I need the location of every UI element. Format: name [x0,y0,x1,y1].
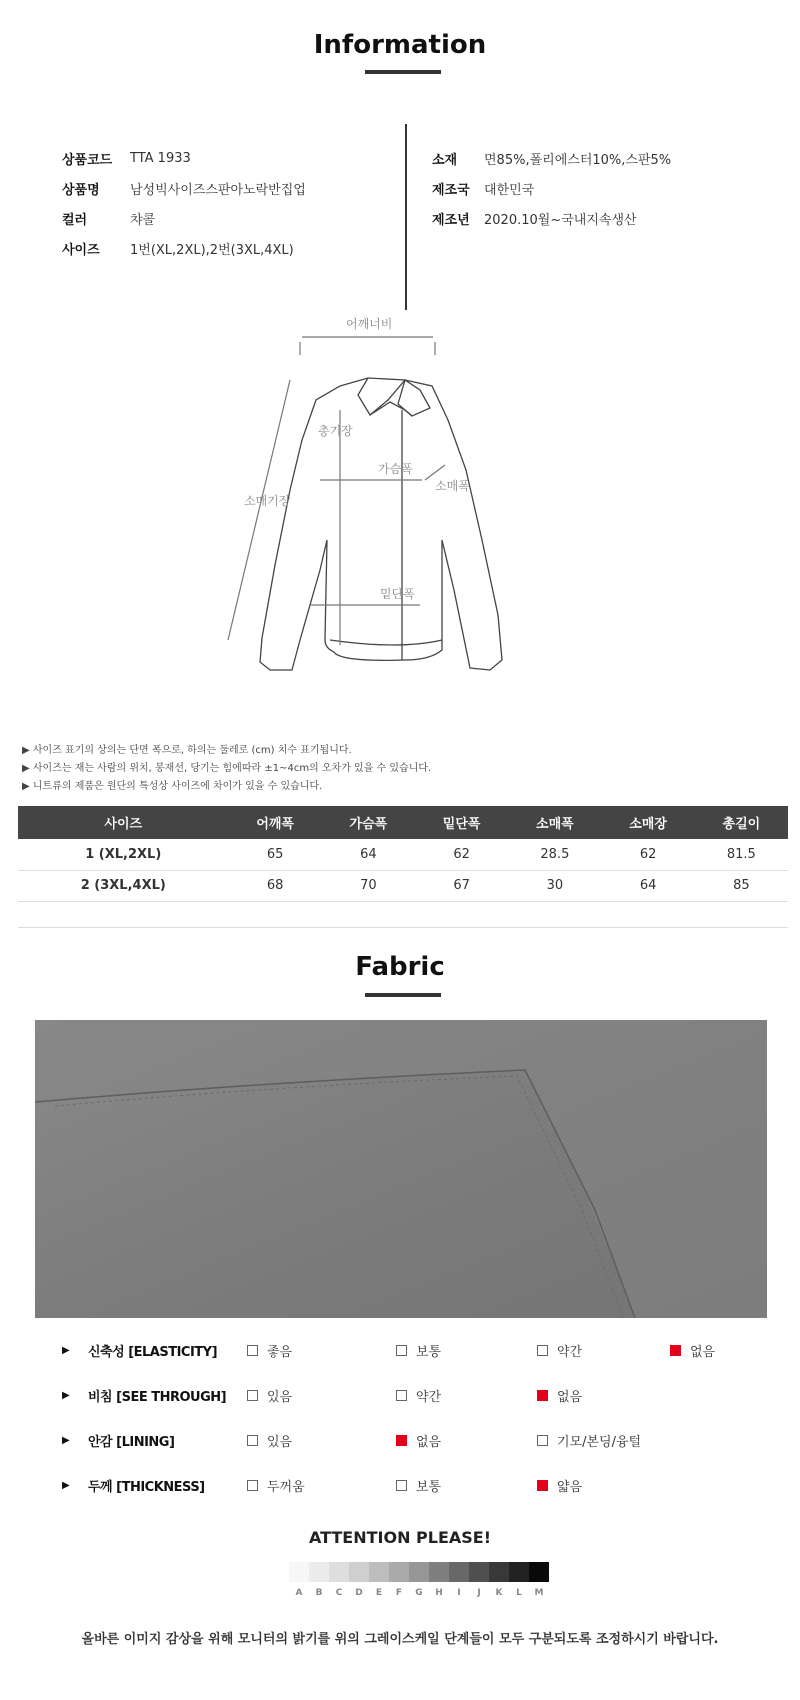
grayscale-letter: C [335,1588,343,1598]
grayscale-letter: L [516,1588,522,1598]
table-cell: 30 [508,870,601,901]
info-value: 면85%,폴리에스터10%,스판5% [484,152,672,168]
info-row-material [432,143,671,173]
info-value: 1번(XL,2XL),2번(3XL,4XL) [130,242,294,258]
info-label: 제조국 [432,182,470,198]
information-title: Information [313,30,487,60]
hem-label: 밑단폭 [380,587,415,601]
option-good[interactable] [247,1341,292,1360]
sleeve-width-label: 소매폭 [435,479,470,493]
grayscale-swatch [309,1562,329,1582]
fabric-texture [35,1020,767,1318]
option-none[interactable] [396,1431,441,1450]
grayscale-swatch [409,1562,429,1582]
grayscale-swatch [529,1562,549,1582]
size-note: ▶ 니트류의 제품은 원단의 특성상 사이즈에 차이가 있을 수 있습니다. [22,781,323,792]
checkbox-icon [396,1480,407,1491]
information-title-bar [365,70,441,74]
info-row-size [62,233,306,263]
option-slight[interactable] [537,1341,582,1360]
triangle-right-icon: ▶ [62,1389,70,1401]
grayscale-swatch [329,1562,349,1582]
header-sleeve-width: 소매폭 [508,806,601,839]
table-cell: 81.5 [695,839,788,870]
header-hem: 밑단폭 [415,806,508,839]
fabric-title-bar [365,993,441,997]
grayscale-letters [289,1588,549,1598]
section-divider [18,927,788,928]
info-row-country [432,173,671,203]
grayscale-letter: J [477,1588,481,1598]
table-cell: 28.5 [508,839,601,870]
checkbox-icon [537,1435,548,1446]
header-total-length: 총길이 [695,806,788,839]
total-length-label: 총기장 [318,424,353,438]
property-row-lining [62,1428,782,1452]
size-table-header-row [18,806,788,839]
header-chest: 가슴폭 [322,806,415,839]
info-value: 2020.10월~국내지속생산 [484,212,637,228]
table-cell: 64 [322,839,415,870]
header-size: 사이즈 [18,806,229,839]
size-note: ▶ 사이즈는 재는 사람의 위치, 봉재선, 당기는 힘에따라 ±1~4cm의 오차가 있을 수 있습니다. [22,763,432,774]
property-label: 신축성 [ELASTICITY] [88,1344,218,1360]
grayscale-letter: F [395,1588,403,1598]
checkbox-checked-icon [537,1390,548,1401]
option-yes[interactable] [247,1431,292,1450]
info-left-column [62,143,306,263]
table-cell: 64 [601,870,694,901]
grayscale-swatch [289,1562,309,1582]
info-label: 상품명 [62,182,100,198]
option-label: 약간 [416,1389,442,1405]
info-row-product-code [62,143,306,173]
size-note: ▶ 사이즈 표기의 상의는 단면 폭으로, 하의는 둘레로 (cm) 치수 표기됩니다. [22,745,352,756]
option-label: 있음 [267,1389,293,1405]
info-row-year [432,203,671,233]
attention-caption: 올바른 이미지 감상을 위해 모니터의 밝기를 위의 그레이스케일 단계들이 모두 구분되도록 조정하시기 바랍니다. [81,1632,719,1647]
grayscale-strip [289,1562,549,1582]
info-row-color [62,203,306,233]
checkbox-icon [247,1435,258,1446]
fabric-photo [35,1020,767,1318]
chest-label: 가슴폭 [378,462,413,476]
header-sleeve-length: 소매장 [601,806,694,839]
property-label: 안감 [LINING] [88,1434,175,1450]
grayscale-letter: D [355,1588,363,1598]
option-normal[interactable] [396,1476,441,1495]
option-label: 없음 [690,1344,716,1360]
info-row-product-name [62,173,306,203]
option-label: 약간 [557,1344,583,1360]
grayscale-letter: E [375,1588,383,1598]
info-value: 남성빅사이즈스판아노락반집업 [130,182,306,198]
option-label: 없음 [416,1434,442,1450]
shoulder-label: 어깨너비 [346,317,393,331]
option-label: 두꺼움 [267,1479,305,1495]
info-divider [405,124,407,310]
table-cell: 67 [415,870,508,901]
grayscale-letter: G [415,1588,423,1598]
grayscale-swatch [489,1562,509,1582]
triangle-right-icon: ▶ [62,1434,70,1446]
table-cell: 65 [229,839,322,870]
property-label: 두께 [THICKNESS] [88,1479,205,1495]
checkbox-checked-icon [670,1345,681,1356]
header-shoulder: 어깨폭 [229,806,322,839]
property-row-thickness [62,1473,782,1497]
option-brushed[interactable] [537,1431,641,1450]
grayscale-swatch [389,1562,409,1582]
info-right-column [432,143,671,233]
checkbox-icon [247,1390,258,1401]
grayscale-swatch [469,1562,489,1582]
grayscale-swatch [369,1562,389,1582]
table-cell: 1 (XL,2XL) [18,839,229,870]
option-label: 없음 [557,1389,583,1405]
info-label: 소재 [432,152,458,168]
attention-title: ATTENTION PLEASE! [308,1528,492,1547]
table-cell: 68 [229,870,322,901]
option-label: 보통 [416,1479,442,1495]
option-none[interactable] [537,1386,582,1405]
property-row-see-through [62,1383,782,1407]
grayscale-letter: K [495,1588,503,1598]
option-yes[interactable] [247,1386,292,1405]
triangle-right-icon: ▶ [62,1344,70,1356]
option-none[interactable] [670,1341,715,1360]
grayscale-letter: M [534,1588,544,1598]
checkbox-icon [396,1345,407,1356]
table-cell: 2 (3XL,4XL) [18,870,229,901]
table-cell: 62 [601,839,694,870]
grayscale-letter: B [315,1588,323,1598]
property-label: 비침 [SEE THROUGH] [88,1389,227,1405]
checkbox-icon [247,1480,258,1491]
option-slight[interactable] [396,1386,441,1405]
table-cell: 62 [415,839,508,870]
grayscale-swatch [429,1562,449,1582]
table-cell: 85 [695,870,788,901]
checkbox-checked-icon [537,1480,548,1491]
grayscale-letter: H [435,1588,443,1598]
option-thin[interactable] [537,1476,582,1495]
grayscale-letter: A [295,1588,303,1598]
option-normal[interactable] [396,1341,441,1360]
grayscale-swatch [509,1562,529,1582]
option-label: 좋음 [267,1344,293,1360]
grayscale-letter: I [457,1588,461,1598]
info-value: 대한민국 [484,182,535,198]
checkbox-checked-icon [396,1435,407,1446]
sleeve-length-label: 소매기장 [244,494,291,508]
grayscale-swatch [349,1562,369,1582]
jacket-measurement-diagram [230,317,570,685]
info-label: 제조년 [432,212,470,228]
table-row [18,839,788,870]
info-label: 상품코드 [62,152,113,168]
fabric-title: Fabric [355,952,445,982]
option-label: 보통 [416,1344,442,1360]
option-label: 있음 [267,1434,293,1450]
checkbox-icon [396,1390,407,1401]
info-label: 컬러 [62,212,88,228]
triangle-right-icon: ▶ [62,1479,70,1491]
size-notes [22,742,431,796]
checkbox-icon [247,1345,258,1356]
option-label: 얇음 [557,1479,583,1495]
table-row [18,870,788,901]
option-thick[interactable] [247,1476,305,1495]
info-label: 사이즈 [62,242,100,258]
info-value: TTA 1933 [130,150,191,166]
grayscale-swatch [449,1562,469,1582]
table-cell: 70 [322,870,415,901]
info-value: 챠콜 [130,212,156,228]
option-label: 기모/본딩/융털 [557,1434,642,1450]
property-row-elasticity [62,1338,782,1362]
checkbox-icon [537,1345,548,1356]
size-table [18,806,788,902]
